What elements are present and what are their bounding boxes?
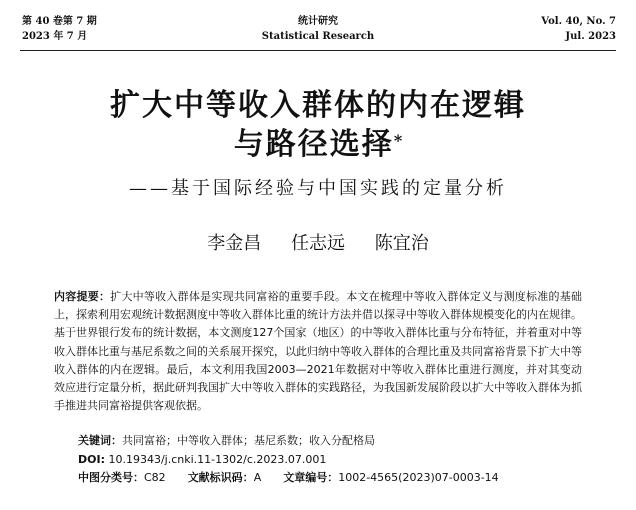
clc-value: C82: [144, 471, 166, 484]
title-line-2-text: 与路径选择: [233, 127, 394, 162]
doc-code-label: 文献标识码：: [187, 471, 254, 484]
abstract-label: 内容提要：: [54, 290, 111, 303]
title-footnote-mark[interactable]: *: [393, 131, 403, 150]
abstract: [54, 288, 582, 415]
doi: [78, 452, 326, 468]
article-no-value: 1002-4565(2023)07-0003-14: [338, 471, 499, 484]
article-no-label: 文章编号：: [283, 471, 339, 484]
doi-link[interactable]: 10.19343/j.cnki.11-1302/c.2023.07.001: [104, 453, 327, 466]
doi-label: DOI:: [78, 453, 105, 466]
keywords-label: 关键词：: [78, 434, 122, 447]
keywords-text: 共同富裕；中等收入群体；基尼系数；收入分配格局: [122, 434, 375, 447]
volume-issue: 第 40 卷第 7 期: [22, 16, 97, 27]
clc-label: 中图分类号：: [78, 471, 144, 484]
doc-code-value: A: [253, 471, 262, 484]
issue-date-cn: 2023 年 7 月: [22, 31, 88, 42]
title-line-2: [0, 127, 636, 163]
journal-name-en: Statistical Research: [261, 31, 375, 42]
author-2: 任志远: [291, 233, 345, 254]
header-rule: [20, 50, 616, 51]
author-3: 陈宜治: [374, 233, 429, 254]
abstract-text: 扩大中等收入群体是实现共同富裕的重要手段。本文在梳理中等收入群体定义与测度标准的基础上，探索利用宏观统计数据测度中等收入群体比重的统计方法并借以探寻中等收入群体规模变化的内在规律。基于世界银行发布的统计数据，本文测度127个国家（地区）的中等收入群体比重与分布特征，并着重对中等收入群体比重与基尼系数之间的关系展开探究，以此归纳中等收入群体的合理比重及共同富裕背景下扩大中等收入群体的内在逻辑。最后，本文利用我国2003—2021年数据对中等收入群体比重进行测度，并对其变动效应进行定量分析，据此研判我国扩大中等收入群体的实践路径，为我国新发展阶段以扩大中等收入群体为抓手推进共同富裕提供客观依据。: [54, 290, 583, 413]
journal-issue-en: [541, 14, 616, 44]
vol-no: Vol. 40, No. 7: [541, 16, 616, 27]
keywords: [78, 433, 375, 449]
title-line-1: 扩大中等收入群体的内在逻辑: [110, 88, 526, 123]
subtitle: ——基于国际经验与中国实践的定量分析: [129, 178, 507, 199]
classification-line: [78, 470, 499, 486]
issue-date-en: Jul. 2023: [565, 31, 616, 42]
journal-name-cn: 统计研究: [298, 16, 338, 27]
author-1: 李金昌: [207, 233, 262, 254]
authors: [0, 232, 636, 256]
